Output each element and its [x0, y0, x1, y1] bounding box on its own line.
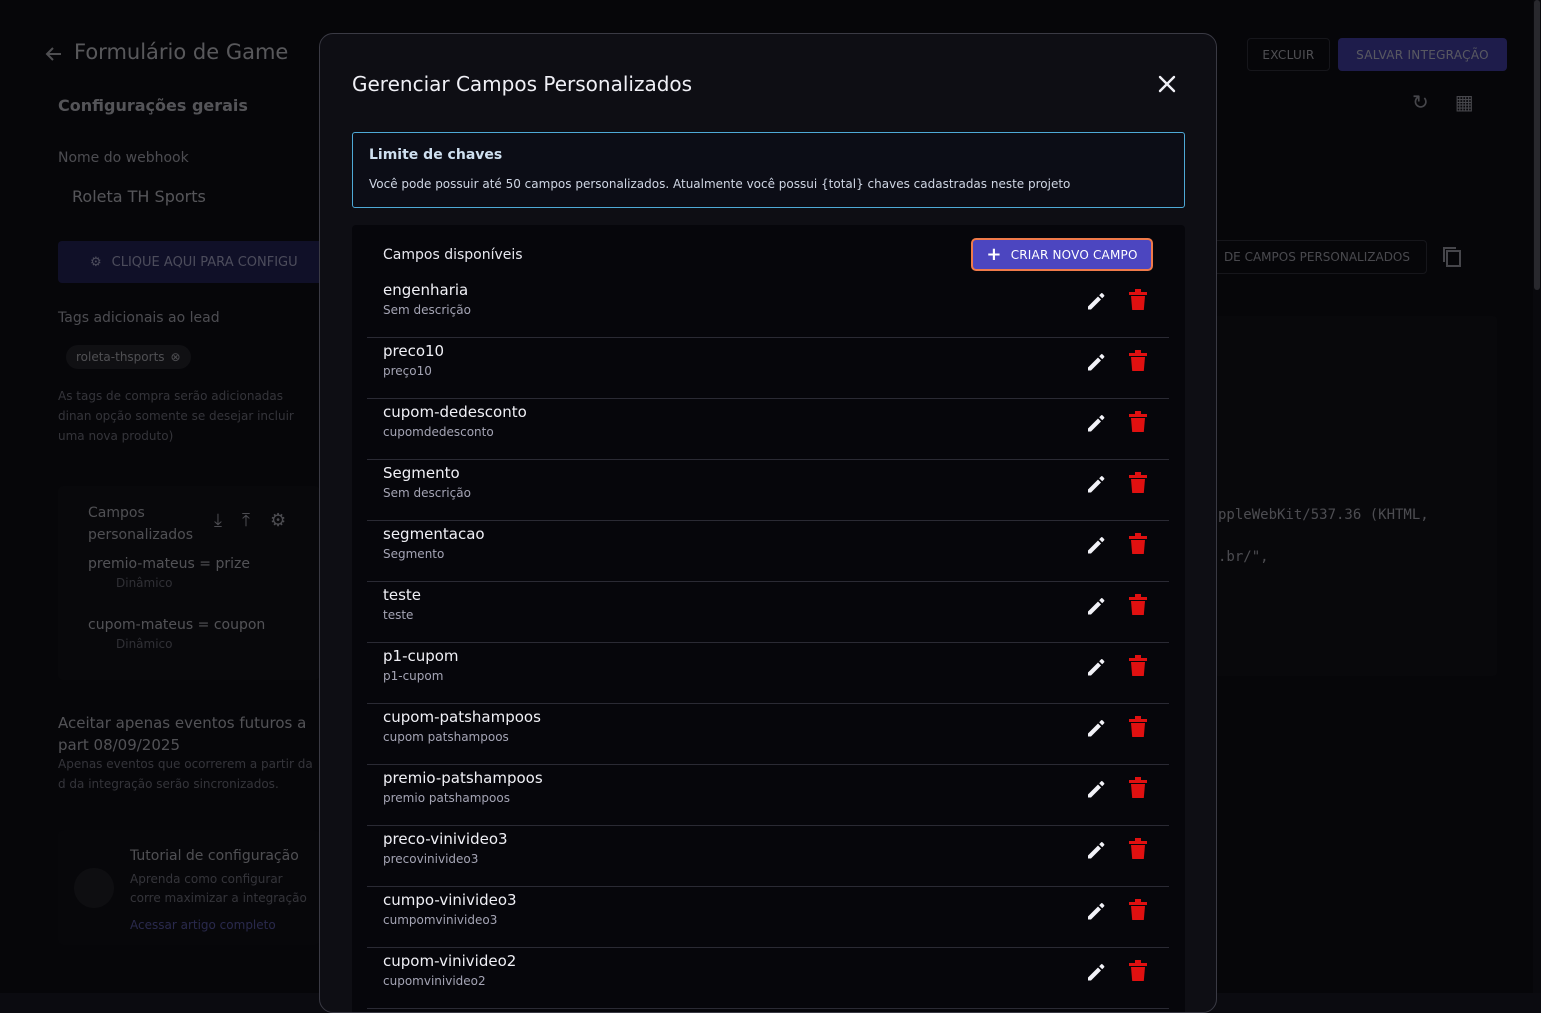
field-row [367, 643, 1169, 704]
field-row [367, 887, 1169, 948]
trash-icon [1129, 777, 1147, 799]
pencil-icon [1085, 473, 1107, 495]
field-row [367, 521, 1169, 582]
plus-icon: + [986, 243, 1002, 265]
create-field-label: CRIAR NOVO CAMPO [1010, 247, 1138, 262]
field-description: precovinivideo3 [383, 852, 479, 866]
pencil-icon [1085, 900, 1107, 922]
pencil-icon [1085, 778, 1107, 800]
field-description: p1-cupom [383, 669, 444, 683]
field-row [367, 948, 1169, 1009]
trash-icon [1129, 838, 1147, 860]
field-description: cupomvinivideo2 [383, 974, 486, 988]
field-description: cumpomvinivideo3 [383, 913, 498, 927]
edit-button[interactable] [1085, 290, 1107, 312]
field-name: cupom-vinivideo2 [383, 952, 517, 970]
field-description: cupom patshampoos [383, 730, 509, 744]
field-name: premio-patshampoos [383, 769, 543, 787]
field-name: p1-cupom [383, 647, 459, 665]
field-description: preço10 [383, 364, 432, 378]
field-name: engenharia [383, 281, 469, 299]
field-name: teste [383, 586, 422, 604]
delete-button[interactable] [1129, 533, 1147, 555]
pencil-icon [1085, 717, 1107, 739]
edit-button[interactable] [1085, 656, 1107, 678]
manage-custom-fields-dialog [319, 33, 1217, 1013]
fields-list [367, 277, 1169, 1009]
pencil-icon [1085, 351, 1107, 373]
field-row [367, 399, 1169, 460]
edit-button[interactable] [1085, 778, 1107, 800]
edit-button[interactable] [1085, 839, 1107, 861]
field-description: premio patshampoos [383, 791, 510, 805]
delete-button[interactable] [1129, 899, 1147, 921]
pencil-icon [1085, 412, 1107, 434]
alert-title: Limite de chaves [369, 147, 503, 163]
edit-button[interactable] [1085, 351, 1107, 373]
field-description: Sem descrição [383, 303, 471, 317]
delete-button[interactable] [1129, 777, 1147, 799]
trash-icon [1129, 533, 1147, 555]
trash-icon [1129, 899, 1147, 921]
dialog-title: Gerenciar Campos Personalizados [352, 72, 693, 96]
pencil-icon [1085, 656, 1107, 678]
field-row [367, 338, 1169, 399]
edit-button[interactable] [1085, 473, 1107, 495]
delete-button[interactable] [1129, 655, 1147, 677]
pencil-icon [1085, 839, 1107, 861]
trash-icon [1129, 289, 1147, 311]
delete-button[interactable] [1129, 411, 1147, 433]
edit-button[interactable] [1085, 534, 1107, 556]
field-row [367, 460, 1169, 521]
create-field-button[interactable] [971, 238, 1153, 271]
field-description: teste [383, 608, 414, 622]
trash-icon [1129, 960, 1147, 982]
trash-icon [1129, 472, 1147, 494]
edit-button[interactable] [1085, 961, 1107, 983]
field-name: preco10 [383, 342, 445, 360]
available-fields-panel [352, 225, 1185, 1013]
field-description: cupomdedesconto [383, 425, 494, 439]
field-row [367, 277, 1169, 338]
key-limit-alert [352, 132, 1185, 208]
delete-button[interactable] [1129, 594, 1147, 616]
edit-button[interactable] [1085, 717, 1107, 739]
pencil-icon [1085, 290, 1107, 312]
field-name: cupom-patshampoos [383, 708, 541, 726]
field-name: cupom-dedesconto [383, 403, 527, 421]
field-row [367, 765, 1169, 826]
delete-button[interactable] [1129, 838, 1147, 860]
pencil-icon [1085, 961, 1107, 983]
field-row [367, 704, 1169, 765]
close-icon [1158, 75, 1176, 93]
delete-button[interactable] [1129, 350, 1147, 372]
delete-button[interactable] [1129, 472, 1147, 494]
pencil-icon [1085, 534, 1107, 556]
field-name: Segmento [383, 464, 460, 482]
panel-title: Campos disponíveis [383, 247, 523, 263]
field-name: preco-vinivideo3 [383, 830, 508, 848]
edit-button[interactable] [1085, 900, 1107, 922]
trash-icon [1129, 411, 1147, 433]
delete-button[interactable] [1129, 960, 1147, 982]
close-button[interactable] [1154, 71, 1180, 97]
field-description: Segmento [383, 547, 445, 561]
trash-icon [1129, 594, 1147, 616]
pencil-icon [1085, 595, 1107, 617]
trash-icon [1129, 655, 1147, 677]
field-row [367, 826, 1169, 887]
field-description: Sem descrição [383, 486, 471, 500]
trash-icon [1129, 716, 1147, 738]
field-name: segmentacao [383, 525, 485, 543]
edit-button[interactable] [1085, 595, 1107, 617]
edit-button[interactable] [1085, 412, 1107, 434]
delete-button[interactable] [1129, 716, 1147, 738]
field-row [367, 582, 1169, 643]
trash-icon [1129, 350, 1147, 372]
alert-text: Você pode possuir até 50 campos personalizados. Atualmente você possui {total} chaves cadastradas neste projeto [369, 177, 1071, 191]
field-name: cumpo-vinivideo3 [383, 891, 517, 909]
delete-button[interactable] [1129, 289, 1147, 311]
